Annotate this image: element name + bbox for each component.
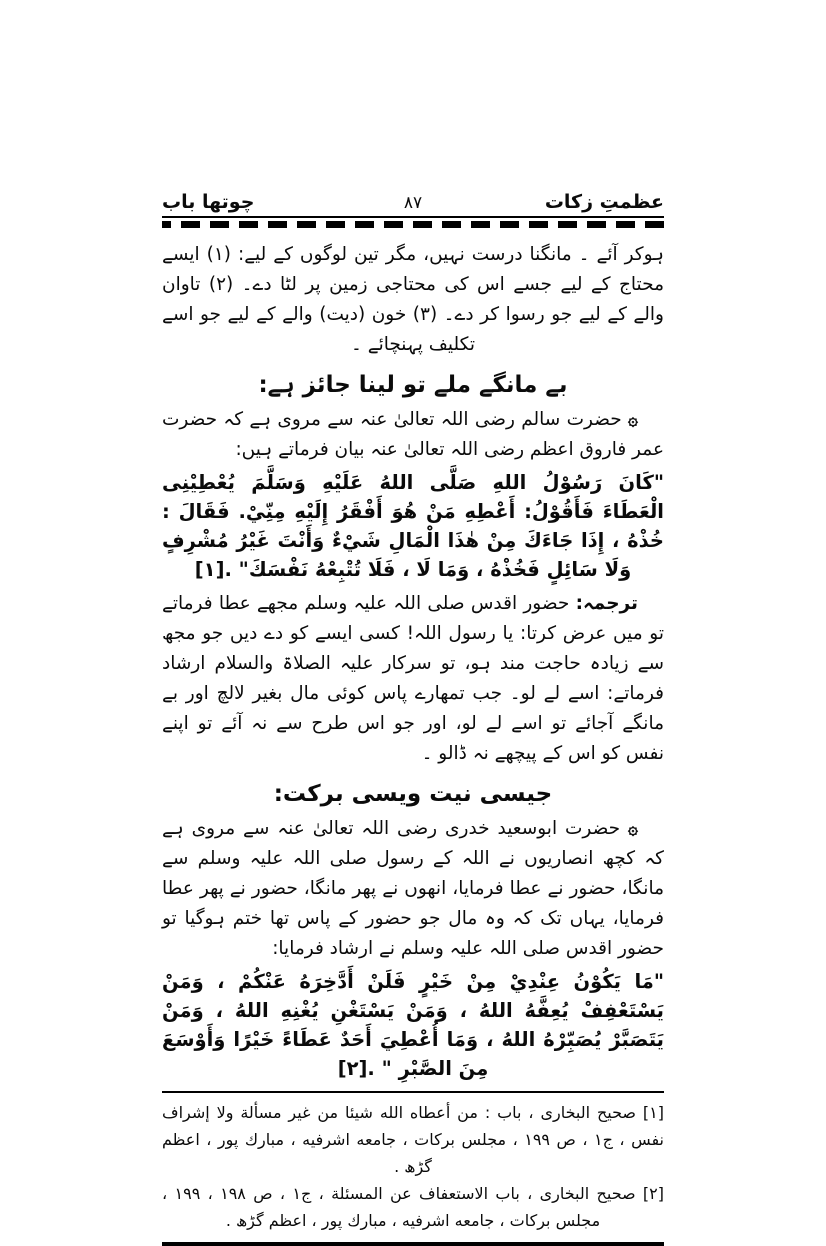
book-title: عظمتِ زکات: [544, 191, 664, 213]
translation-text: حضور اقدس صلی اللہ علیہ وسلم مجھے عطا فرماتے تو میں عرض کرتا: یا رسول اللہ! کسی ایسے کو دے دیں جو مجھ سے زیادہ حاجت مند ہو، تو سرکار علیہ الصلاۃ والسلام ارشاد فرماتے: اسے لے لو۔ جب تمھارے پاس کوئی مال بغیر لالچ اور بے مانگے آجائے تو اسے لے لو، اور جو اس طرح سے نہ آئے تو اپنے نفس کو اس کے پیچھے نہ ڈالو ۔: [162, 593, 664, 764]
translation-label: ترجمہ:: [575, 593, 638, 614]
footnotes: [162, 1099, 664, 1234]
paragraph-translation: [162, 589, 664, 769]
paragraph-abusaeed-text: حضرت ابوسعید خدری رضی اللہ تعالیٰ عنہ سے مروی ہے کہ کچھ انصاریوں نے اللہ کے رسول صلی اللہ علیہ وسلم سے مانگا، حضور نے عطا فرمایا، انھوں نے پھر مانگا، حضور نے پھر عطا فرمایا، یہاں تک کہ وہ مال جو حضور کے پاس تھا ختم ہوگیا تو حضور اقدس صلی اللہ علیہ وسلم نے ارشاد فرمایا:: [162, 818, 664, 959]
chapter-label: چوتھا باب: [162, 191, 255, 213]
header-rule-line: [162, 216, 664, 218]
header-rule-dashes: [162, 221, 664, 228]
page-content: [162, 183, 664, 1246]
paragraph-intro: ہوکر آئے ۔ مانگنا درست نہیں، مگر تین لوگوں کے لیے: (۱) ایسے محتاج کے لیے جسے اس کی محتاجی زمین پر لٹا دے۔ (۲) تاوان والے کے لیے جو رسوا کر دے۔ (۳) خون (دیت) والے کے لیے جو اسے تکلیف پہنچائے ۔: [162, 244, 664, 355]
page-bottom-rule: [162, 1242, 664, 1246]
footnote-2: [۲] صحيح البخارى ، باب الاستعفاف عن المسئلة ، ج۱ ، ص ۱۹۸ ، ۱۹۹ ، مجلس بركات ، جامعه اشرفيه ، مبارك پور ، اعظم گڑھ .: [162, 1184, 665, 1230]
paragraph-salim-text: حضرت سالم رضی اللہ تعالیٰ عنہ سے مروی ہے کہ حضرت عمر فاروق اعظم رضی اللہ تعالیٰ عنہ بیان فرماتے ہیں:: [162, 409, 664, 460]
footnote-1: [۱] صحيح البخارى ، باب : من أعطاه الله شيئا من غير مسألة ولا إشراف نفس ، ج۱ ، ص ۱۹۹ ، مجلس بركات ، جامعه اشرفيه ، مبارك پور ، اعظم گڑھ .: [162, 1103, 665, 1176]
arabic-hadith-2: "مَا يَكُوْنُ عِنْدِيْ مِنْ خَيْرٍ فَلَنْ أَدَّخِرَهُ عَنْكُمْ ، وَمَنْ يَسْتَعْفِفْ يُعِفَّهُ اللهُ ، وَمَنْ يَسْتَغْنِ يُغْنِهِ اللهُ ، وَمَنْ يَتَصَبَّرْ يُصَبِّرْهُ اللهُ ، وَمَا أُعْطِيَ أَحَدٌ عَطَاءً خَيْرًا وَأَوْسَعَ مِنَ الصَّبْرِ " .[۲]: [162, 970, 664, 1080]
section-heading-taking-without-asking: بے مانگے ملے تو لینا جائز ہے:: [258, 372, 568, 398]
page-number: ۸۷: [403, 193, 423, 213]
rub-el-hizb-icon: ۞: [628, 410, 638, 430]
paragraph-salim-narration: [162, 405, 664, 465]
paragraph-abusaeed-narration: [162, 814, 664, 964]
arabic-hadith-1: "كَانَ رَسُوْلُ اللهِ صَلَّى اللهُ عَلَيْهِ وَسَلَّمَ يُعْطِيْنِى الْعَطَاءَ فَأَقُوْلُ: أَعْطِهِ مَنْ هُوَ أَفْقَرُ إِلَيْهِ مِنِّيْ. فَقَالَ : خُذْهُ ، إِذَا جَاءَكَ مِنْ هٰذَا الْمَالِ شَيْءٌ وَأَنْتَ غَيْرُ مُشْرِفٍ وَلَا سَائِلٍ فَخُذْهُ ، وَمَا لَا ، فَلَا تُتْبِعْهُ نَفْسَكَ" .[۱]: [162, 471, 664, 581]
section-heading-intention-blessing: جیسی نیت ویسی برکت:: [273, 781, 553, 807]
footnote-separator: [162, 1091, 664, 1093]
running-header: [162, 183, 664, 213]
rub-el-hizb-icon: ۞: [628, 819, 638, 839]
